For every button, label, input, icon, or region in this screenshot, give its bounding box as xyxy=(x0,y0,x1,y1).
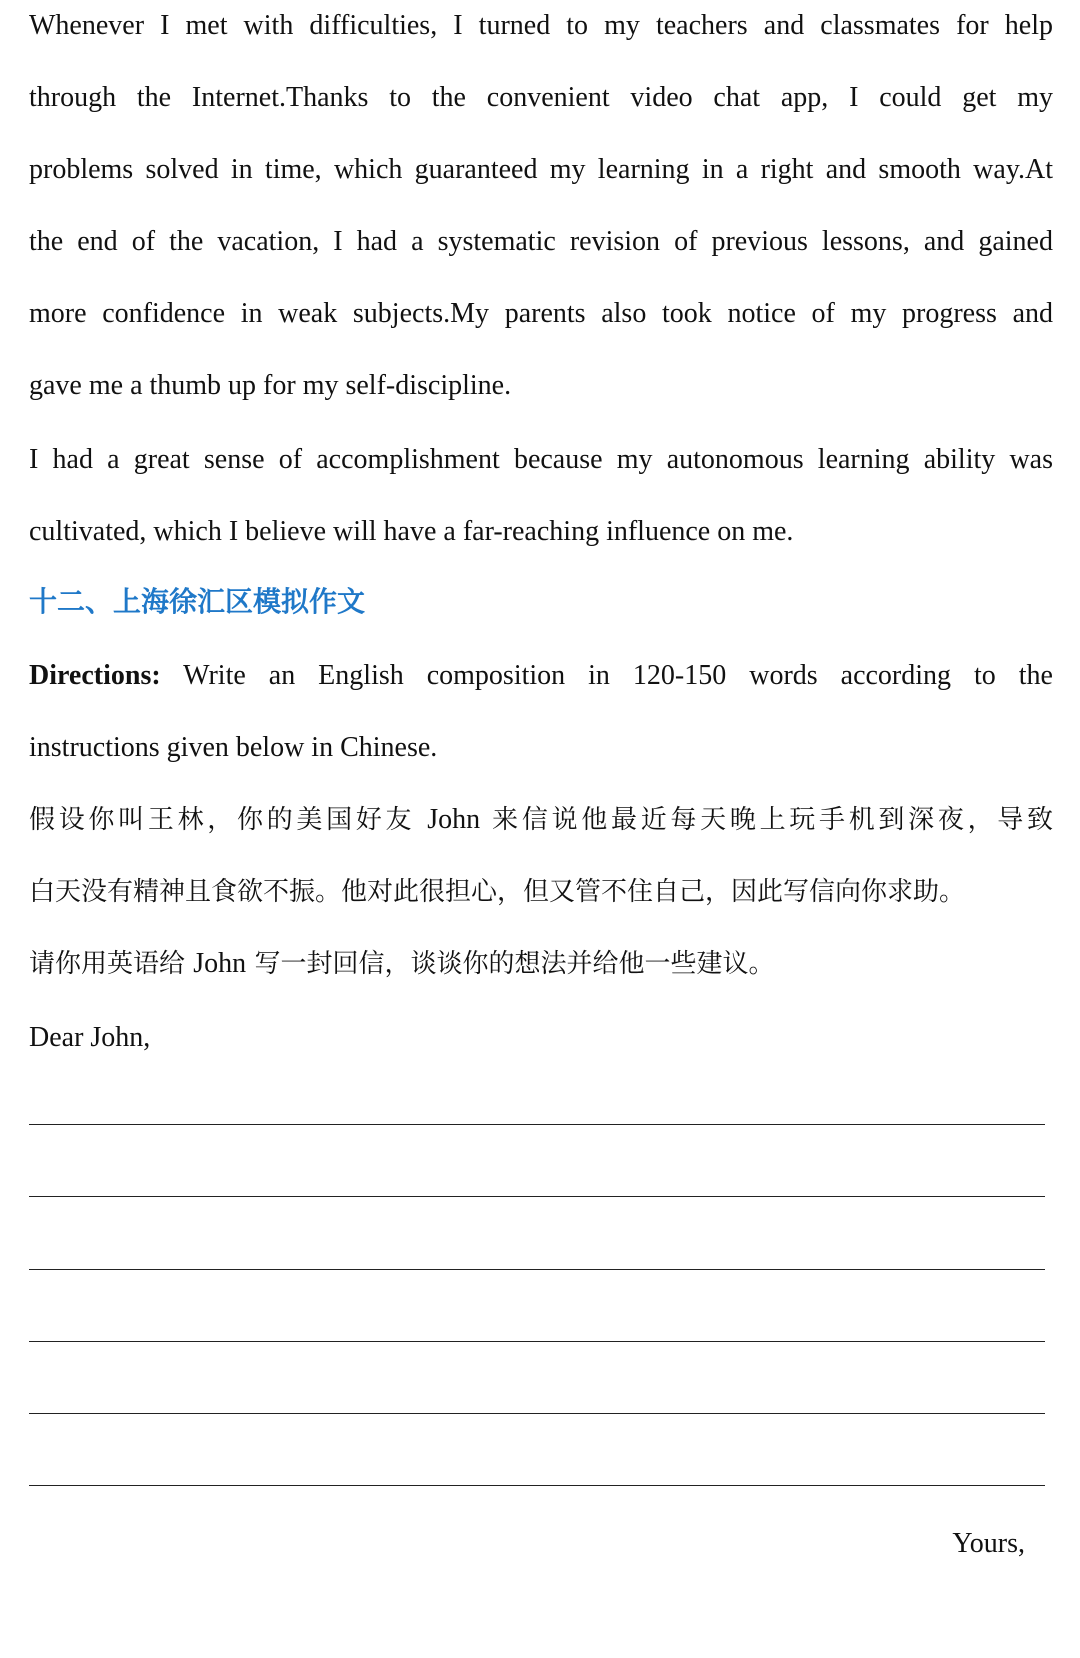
answer-line[interactable] xyxy=(29,1413,1045,1414)
prompt-cn-name: John xyxy=(193,948,247,979)
paragraph-line: gave me a thumb up for my self-discipline. xyxy=(29,370,512,401)
prompt-cn-text: 写一封回信，谈谈你的想法并给他一些建议。 xyxy=(254,949,775,979)
paragraph-line: the end of the vacation, I had a systematic revision of previous lessons, and gained xyxy=(29,226,1053,257)
section-heading: 十二、上海徐汇区模拟作文 xyxy=(29,585,366,618)
letter-greeting: Dear John, xyxy=(29,1022,151,1053)
answer-line[interactable] xyxy=(29,1341,1045,1342)
paragraph-line: problems solved in time, which guaranteed my learning in a right and smooth way.At xyxy=(29,154,1053,185)
prompt-cn-line xyxy=(29,804,1053,836)
paragraph-line: more confidence in weak subjects.My parents also took notice of my progress and xyxy=(29,298,1053,329)
answer-line[interactable] xyxy=(29,1269,1045,1270)
directions-line-2: instructions given below in Chinese. xyxy=(29,732,438,763)
answer-line[interactable] xyxy=(29,1196,1045,1197)
prompt-cn-name: John xyxy=(427,804,481,835)
letter-closing: Yours, xyxy=(952,1528,1025,1559)
answer-line[interactable] xyxy=(29,1485,1045,1486)
prompt-cn-text: 请你用英语给 xyxy=(29,949,186,979)
prompt-cn-text: 来信说他最近每天晚上玩手机到深夜，导致 xyxy=(492,805,1053,835)
paragraph-line: cultivated, which I believe will have a far-reaching influence on me. xyxy=(29,516,794,547)
prompt-cn-line: 白天没有精神且食欲不振。他对此很担心，但又管不住自己，因此写信向你求助。 xyxy=(29,877,966,907)
paragraph-line: through the Internet.Thanks to the convenient video chat app, I could get my xyxy=(29,82,1053,113)
directions-line xyxy=(29,660,1053,692)
prompt-cn-text: 假设你叫王林，你的美国好友 xyxy=(29,805,416,835)
paragraph-line: Whenever I met with difficulties, I turned to my teachers and classmates for help xyxy=(29,10,1053,41)
answer-line[interactable] xyxy=(29,1124,1045,1125)
directions-label: Directions: xyxy=(29,660,161,691)
directions-text: Write an English composition in 120-150 words according to the xyxy=(160,660,1053,691)
paragraph-line: I had a great sense of accomplishment because my autonomous learning ability was xyxy=(29,444,1053,475)
prompt-cn-line xyxy=(29,948,1053,980)
